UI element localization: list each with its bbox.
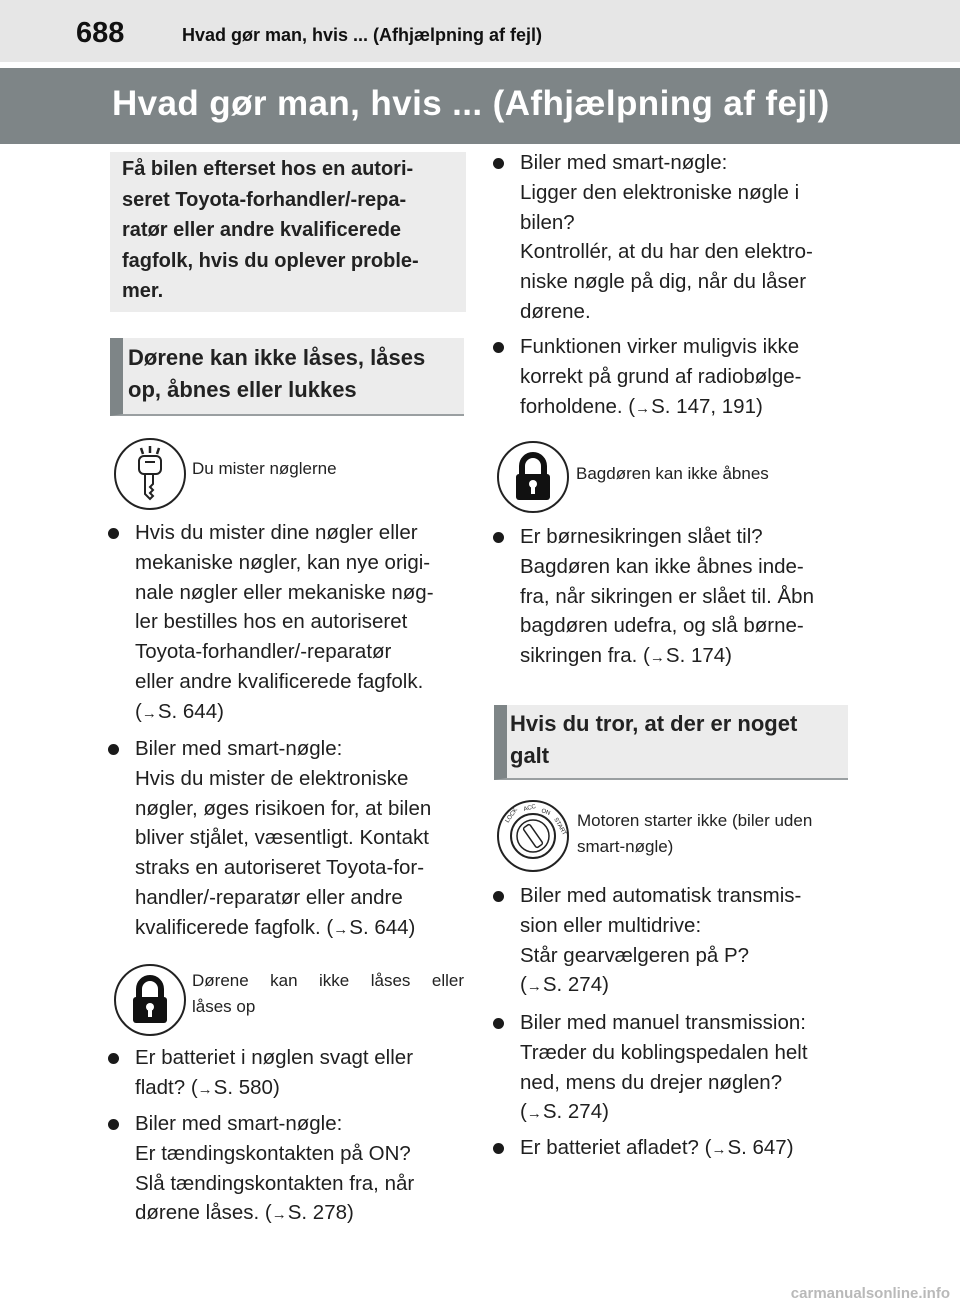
- bullet-dot: [493, 1143, 504, 1154]
- situation-label: Motoren starter ikke (biler uden smart-nøgle): [577, 811, 813, 856]
- page-reference[interactable]: S. 274): [542, 973, 609, 997]
- arrow-icon: →: [526, 1105, 542, 1123]
- arrow-icon: →: [333, 920, 349, 938]
- lock-icon: [497, 441, 569, 513]
- arrow-icon: →: [711, 1141, 727, 1158]
- intro-text: [122, 154, 454, 307]
- list-item: Hvis du mister dine nøgler eller mekaniske nøgler, kan nye origi- nale nøgler eller mekaniske nøg- ler bestilles hos en autoriseret Toyota-forhandler/-reparatør eller andre kvalificerede fagfolk. (→S. 644): [135, 518, 465, 729]
- list-item: Biler med manuel transmission: Træder du koblingspedalen helt ned, mens du drejer nøglen? (→S. 274): [520, 1008, 850, 1129]
- situation-label: Dørene kan ikke låses eller låses op: [192, 971, 464, 1016]
- page-reference[interactable]: S. 274): [542, 1100, 609, 1124]
- arrow-icon: →: [141, 704, 157, 722]
- section-heading-doors: Dørene kan ikke låses, låses op, åbnes eller lukkes: [110, 338, 464, 416]
- arrow-icon: →: [271, 1206, 287, 1224]
- page-reference[interactable]: S. 647): [727, 1136, 794, 1159]
- bullet-dot: [108, 1119, 119, 1130]
- page-reference[interactable]: S. 174): [665, 644, 732, 668]
- page-reference[interactable]: S. 580): [213, 1075, 280, 1099]
- list-item: Biler med smart-nøgle: Hvis du mister de elektroniske nøgler, øges risikoen for, at bilen bliver stjålet, væsentligt. Kontakt straks en autoriseret Toyota-for- handler/-reparatør eller andre kvalificerede fagfolk. (→S. 644): [135, 734, 465, 945]
- intro-line: ratør eller andre kvalificerede: [122, 219, 402, 241]
- arrow-icon: →: [635, 399, 651, 417]
- watermark: carmanualsonline.info: [790, 1285, 950, 1302]
- bullet-dot: [108, 528, 119, 539]
- arrow-icon: →: [197, 1080, 213, 1098]
- bullet-dot: [108, 1053, 119, 1064]
- page-reference[interactable]: S. 147, 191): [651, 394, 763, 418]
- switch-position-label: ON: [540, 808, 551, 817]
- list-item: Er batteriet i nøglen svagt eller fladt? (→S. 580): [135, 1043, 465, 1105]
- list-item: Biler med smart-nøgle: Er tændingskontakten på ON? Slå tændingskontakten fra, når dørene låses. (→S. 278): [135, 1109, 465, 1230]
- lock-icon: [114, 964, 186, 1036]
- bullet-dot: [493, 342, 504, 353]
- intro-line: fagfolk, hvis du oplever proble-: [122, 249, 419, 272]
- bullet-dot: [493, 891, 504, 902]
- list-item: Biler med smart-nøgle: Ligger den elektroniske nøgle i bilen? Kontrollér, at du har den elektro- niske nøgle på dig, når du låser dørene.: [520, 148, 850, 327]
- page-title: Hvad gør man, hvis ... (Afhjælpning af fejl): [112, 84, 830, 123]
- situation-label: Du mister nøglerne: [192, 459, 337, 478]
- list-item: Er batteriet afladet? (→S. 647): [520, 1133, 850, 1165]
- arrow-icon: →: [526, 978, 542, 996]
- arrow-icon: →: [649, 649, 665, 667]
- list-item: Biler med automatisk transmis- sion eller multidrive: Står gearvælgeren på P? (→S. 274): [520, 881, 850, 1002]
- bullet-dot: [493, 532, 504, 543]
- page-reference[interactable]: S. 278): [287, 1201, 354, 1225]
- list-item: Er børnesikringen slået til? Bagdøren kan ikke åbnes inde- fra, når sikringen er slået til. Åbn bagdøren udefra, og slå børne- sikringen fra. (→S. 174): [520, 522, 850, 673]
- bullet-dot: [108, 744, 119, 755]
- page-reference[interactable]: S. 644): [157, 699, 224, 723]
- section-heading-something-wrong: Hvis du tror, at der er noget galt: [494, 705, 848, 780]
- bullet-dot: [493, 1018, 504, 1029]
- switch-position-label: START: [552, 817, 567, 837]
- intro-line: seret Toyota-forhandler/-repa-: [122, 188, 407, 211]
- running-title: Hvad gør man, hvis ... (Afhjælpning af fejl): [182, 25, 543, 45]
- ignition-switch-icon: [497, 800, 569, 872]
- key-icon: [114, 438, 186, 510]
- bullet-dot: [493, 158, 504, 169]
- situation-label: Bagdøren kan ikke åbnes: [576, 464, 769, 483]
- page-reference[interactable]: S. 644): [349, 915, 416, 939]
- intro-line: mer.: [122, 280, 164, 302]
- page-number: 688: [76, 17, 125, 49]
- switch-position-label: LOCK: [504, 807, 520, 825]
- intro-line: Få bilen efterset hos en autori-: [122, 158, 414, 180]
- switch-position-label: ACC: [522, 803, 537, 813]
- list-item: Funktionen virker muligvis ikke korrekt på grund af radiobølge- forholdene. (→S. 147, 191): [520, 332, 850, 423]
